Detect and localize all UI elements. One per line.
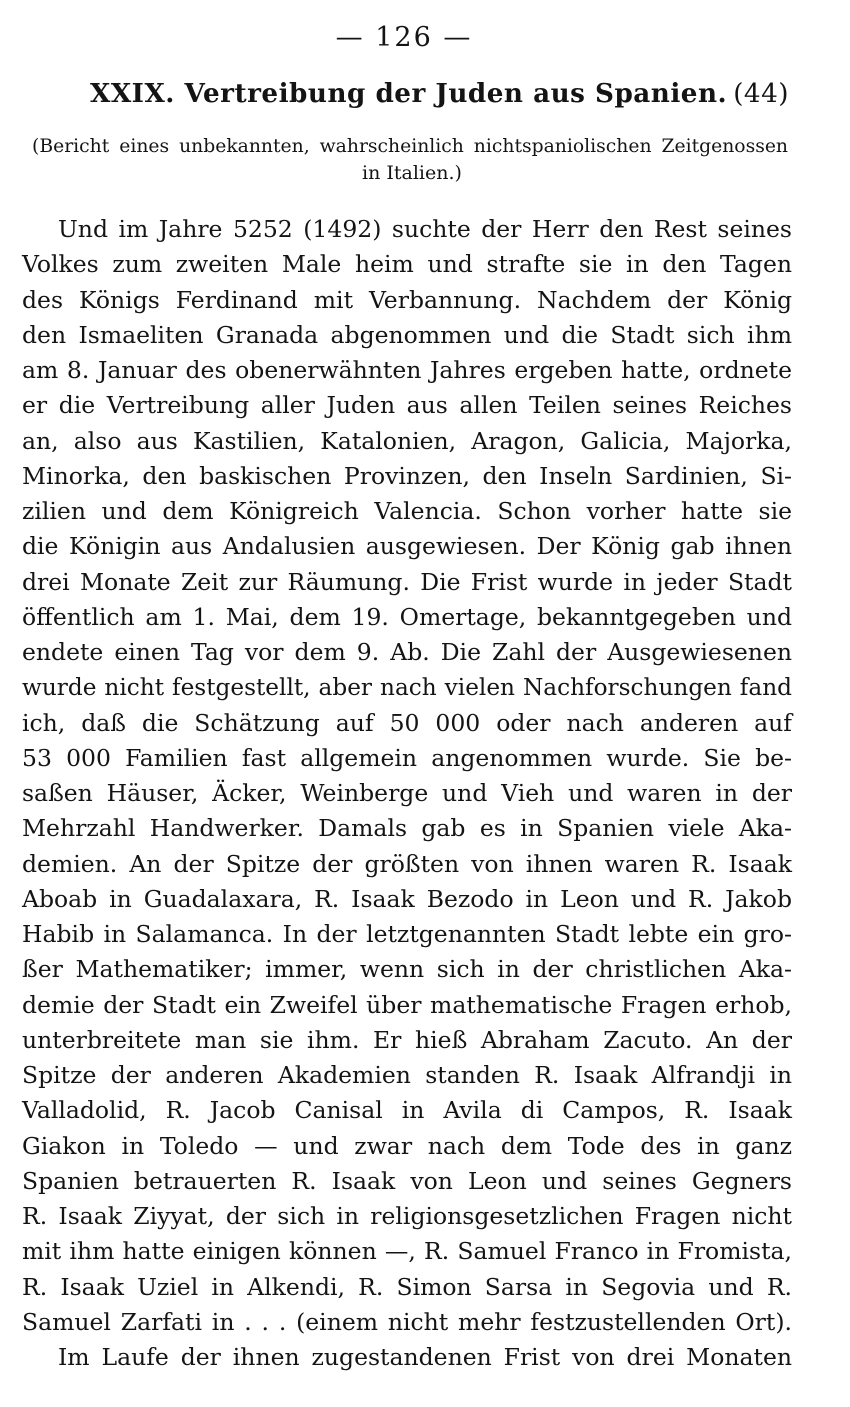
body-text	[22, 212, 792, 1375]
text-line: ich, daß die Schätzung auf 50 000 oder nach anderen auf	[22, 708, 792, 737]
text-line: endete einen Tag vor dem 9. Ab. Die Zahl der Ausgewiesenen	[22, 638, 792, 666]
text-line: er die Vertreibung aller Juden aus allen Teilen seines Reiches	[22, 391, 792, 420]
text-line: an, also aus Kastilien, Katalonien, Aragon, Galicia, Majorka,	[22, 426, 792, 455]
page-number: — 126 —	[335, 22, 473, 53]
text-line: Spanien betrauerten R. Isaak von Leon und seines Gegners	[22, 1166, 792, 1195]
text-line: mit ihm hatte einigen können —, R. Samuel Franco in Fromista,	[22, 1237, 792, 1266]
text-line: wurde nicht festgestellt, aber nach vielen Nachforschungen fand	[22, 674, 792, 702]
text-line: die Königin aus Andalusien ausgewiesen. Der König gab ihnen	[22, 532, 792, 561]
text-line: Spitze der anderen Akademien standen R. Isaak Alfrandji in	[22, 1061, 792, 1089]
text-line: saßen Häuser, Äcker, Weinberge und Vieh und waren in der	[22, 779, 792, 807]
text-line: unterbreitete man sie ihm. Er hieß Abraham Zacuto. An der	[22, 1025, 792, 1054]
text-line: am 8. Januar des obenerwähnten Jahres ergeben hatte, ordnete	[22, 356, 792, 384]
text-line: den Ismaeliten Granada abgenommen und die Stadt sich ihm	[22, 320, 792, 349]
text-line: ßer Mathematiker; immer, wenn sich in der christlichen Aka-	[22, 955, 792, 984]
text-line: Und im Jahre 5252 (1492) suchte der Herr den Rest seines	[58, 215, 792, 243]
text-line: Valladolid, R. Jacob Canisal in Avila di Campos, R. Isaak	[22, 1096, 792, 1125]
text-line: Aboab in Guadalaxara, R. Isaak Bezodo in Leon und R. Jakob	[22, 884, 792, 913]
text-line: Habib in Salamanca. In der letztgenannten Stadt lebte ein gro-	[22, 920, 792, 948]
text-line: drei Monate Zeit zur Räumung. Die Frist wurde in jeder Stadt	[22, 567, 792, 596]
text-line: Samuel Zarfati in . . . (einem nicht mehr festzustellenden Ort).	[22, 1307, 792, 1336]
text-line: Im Laufe der ihnen zugestandenen Frist von drei Monaten	[58, 1343, 792, 1371]
text-line: Minorka, den baskischen Provinzen, den Inseln Sardinien, Si-	[22, 461, 792, 490]
chapter-title	[90, 78, 790, 109]
text-line: Mehrzahl Handwerker. Damals gab es in Spanien viele Aka-	[22, 814, 792, 843]
text-line: zilien und dem Königreich Valencia. Schon vorher hatte sie	[22, 497, 792, 525]
text-line: R. Isaak Uziel in Alkendi, R. Simon Sarsa in Segovia und R.	[22, 1272, 792, 1301]
endnote-reference: (44)	[733, 79, 790, 109]
text-line: demien. An der Spitze der größten von ihnen waren R. Isaak	[22, 849, 792, 878]
text-line: Giakon in Toledo — und zwar nach dem Tode des in ganz	[22, 1131, 792, 1160]
chapter-subtitle	[32, 134, 792, 186]
text-line: des Königs Ferdinand mit Verbannung. Nachdem der König	[22, 285, 792, 314]
text-line: R. Isaak Ziyyat, der sich in religionsgesetzlichen Fragen nicht	[22, 1202, 792, 1230]
subtitle-line: in Italien.)	[362, 162, 462, 184]
text-line: öffentlich am 1. Mai, dem 19. Omertage, bekanntgegeben und	[22, 602, 792, 631]
subtitle-line: (Bericht eines unbekannten, wahrscheinlich nichtspaniolischen Zeitgenossen	[32, 136, 789, 157]
text-line: demie der Stadt ein Zweifel über mathematische Fragen erhob,	[22, 990, 792, 1019]
chapter-title-text: XXIX. Vertreibung der Juden aus Spanien.	[90, 78, 728, 109]
text-line: 53 000 Familien fast allgemein angenommen wurde. Sie be-	[22, 743, 792, 772]
text-line: Volkes zum zweiten Male heim und strafte sie in den Tagen	[22, 250, 792, 279]
